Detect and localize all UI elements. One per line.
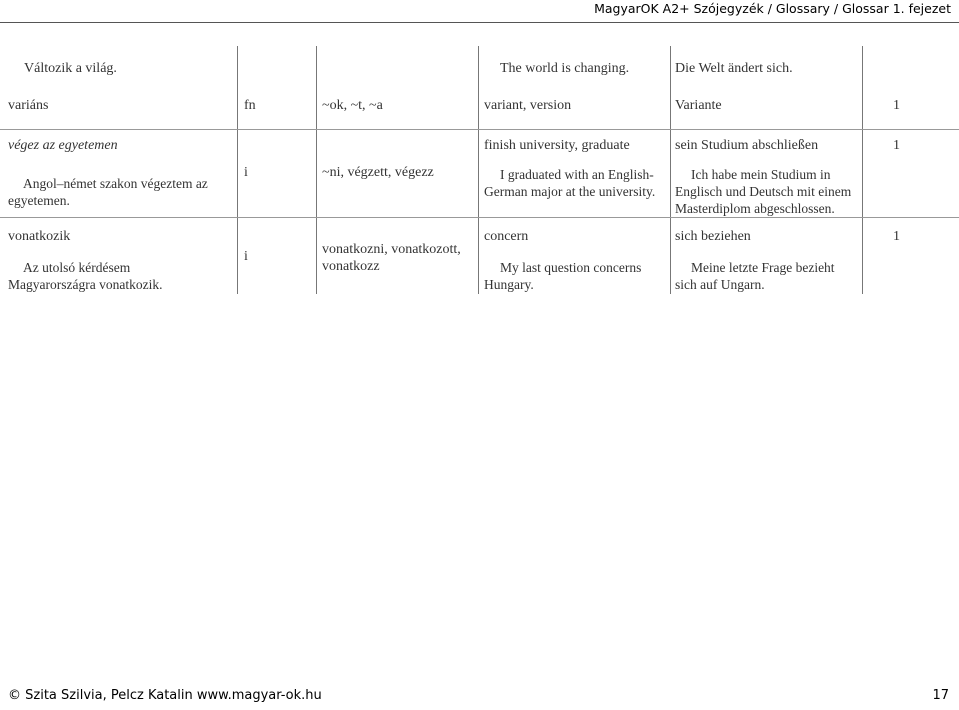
hungarian-term: végez az egyetemen <box>8 138 118 153</box>
english-example: I graduated with an English-German major at the university. <box>484 167 656 199</box>
word-forms: ~ok, ~t, ~a <box>322 98 383 113</box>
german-example: Ich habe mein Studium in Englisch und Deutsch mit einem Masterdiplom abgeschlossen. <box>675 167 852 216</box>
hungarian-term: variáns <box>8 98 49 113</box>
row-rule <box>0 129 959 130</box>
column-rule <box>316 46 317 294</box>
english-example: My last question concerns Hungary. <box>484 260 642 292</box>
part-of-speech: fn <box>244 98 256 113</box>
english-term: finish university, graduate <box>484 138 630 153</box>
level: 1 <box>893 138 900 153</box>
word-forms: ~ni, végzett, végezz <box>322 165 434 180</box>
row-rule <box>0 217 959 218</box>
german-term: sein Studium abschließen <box>675 138 819 153</box>
hungarian-term: vonatkozik <box>8 229 71 244</box>
page-header: MagyarOK A2+ Szójegyzék / Glossary / Glossar 1. fejezet <box>594 1 951 16</box>
english-example: The world is changing. <box>500 61 630 76</box>
header-rule <box>0 22 959 23</box>
footer-copyright: © Szita Szilvia, Pelcz Katalin www.magyar-ok.hu <box>8 688 322 703</box>
german-term: Variante <box>675 98 722 113</box>
english-term: concern <box>484 229 529 244</box>
level: 1 <box>893 98 900 113</box>
page-number: 17 <box>932 688 949 703</box>
column-rule <box>237 46 238 294</box>
column-rule <box>670 46 671 294</box>
hungarian-example: Az utolsó kérdésem Magyarországra vonatkozik. <box>8 260 163 292</box>
column-rule <box>478 46 479 294</box>
part-of-speech: i <box>244 165 248 180</box>
german-example: Meine letzte Frage bezieht sich auf Ungarn. <box>675 260 835 292</box>
level: 1 <box>893 229 900 244</box>
german-example: Die Welt ändert sich. <box>675 61 793 76</box>
word-forms: vonatkozni, vonatkozott, vonatkozz <box>322 242 461 274</box>
hungarian-example: Változik a világ. <box>24 61 117 76</box>
column-rule <box>862 46 863 294</box>
hungarian-example: Angol–német szakon végeztem az egyetemen. <box>8 176 208 208</box>
part-of-speech: i <box>244 249 248 264</box>
german-term: sich beziehen <box>675 229 751 244</box>
english-term: variant, version <box>484 98 572 113</box>
